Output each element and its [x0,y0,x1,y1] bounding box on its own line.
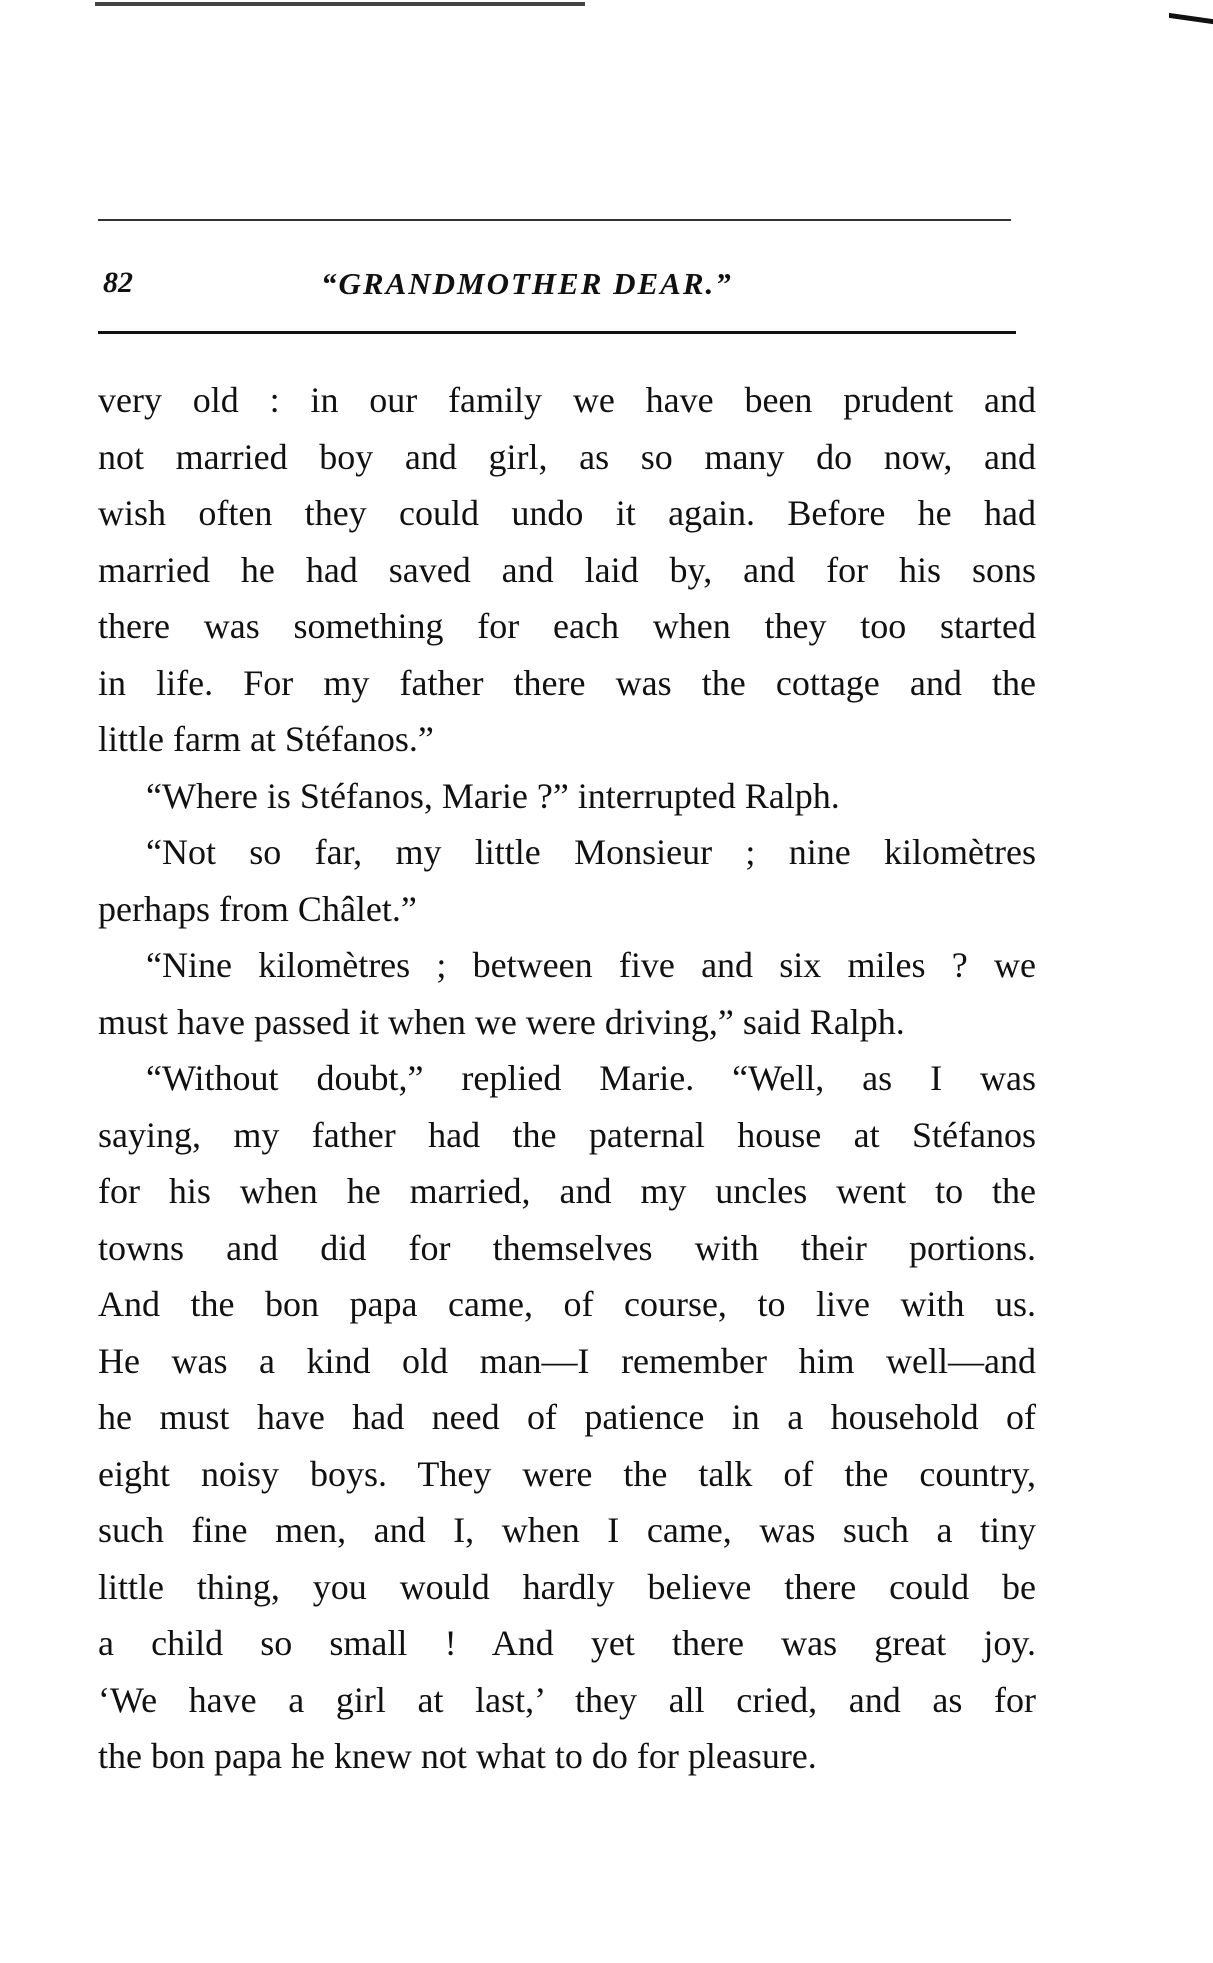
text-line: in life. For my father there was the cottage and the [98,662,1036,703]
text-line: saying, my father had the paternal house at Stéfanos [98,1114,1036,1155]
text-line: little thing, you would hardly believe there could be [98,1566,1036,1607]
header-rule-top [98,219,1011,221]
text-line: He was a kind old man—I remember him well—and [98,1340,1036,1381]
text-line: “Not so far, my little Monsieur ; nine kilomètres [146,832,1036,872]
text-line: a child so small ! And yet there was great joy. [98,1623,1036,1663]
text-line: married he had saved and laid by, and for his sons [98,549,1036,590]
text-line: “Nine kilomètres ; between five and six miles ? we [146,945,1036,985]
text-line: must have passed it when we were driving,” said Ralph. [98,1001,905,1042]
body-text [98,372,1036,1785]
text-line: “Where is Stéfanos, Marie ?” interrupted Ralph. [146,775,840,816]
page-number: 82 [103,266,133,299]
text-line: for his when he married, and my uncles went to the [98,1171,1036,1211]
text-line: very old : in our family we have been prudent and [98,380,1036,420]
running-title: “GRANDMOTHER DEAR.” [321,266,733,301]
text-line: such fine men, and I, when I came, was such a tiny [98,1510,1036,1550]
text-line: perhaps from Châlet.” [98,888,417,929]
text-line: eight noisy boys. They were the talk of the country, [98,1453,1036,1494]
text-line: “Without doubt,” replied Marie. “Well, as I was [146,1058,1036,1098]
header-rule-bottom [98,331,1016,334]
scan-corner-mark [1169,13,1213,24]
text-line: wish often they could undo it again. Before he had [98,493,1036,533]
text-line: he must have had need of patience in a household of [98,1397,1036,1437]
text-line: And the bon papa came, of course, to live with us. [98,1284,1036,1324]
text-line: not married boy and girl, as so many do now, and [98,436,1036,477]
running-head [103,266,1011,306]
text-line: ‘We have a girl at last,’ they all cried, and as for [98,1679,1036,1720]
text-line: there was something for each when they too started [98,606,1036,646]
text-line: towns and did for themselves with their portions. [98,1227,1036,1268]
text-line: little farm at Stéfanos.” [98,719,434,759]
text-line: the bon papa he knew not what to do for pleasure. [98,1736,817,1776]
scan-top-rule [95,2,585,6]
